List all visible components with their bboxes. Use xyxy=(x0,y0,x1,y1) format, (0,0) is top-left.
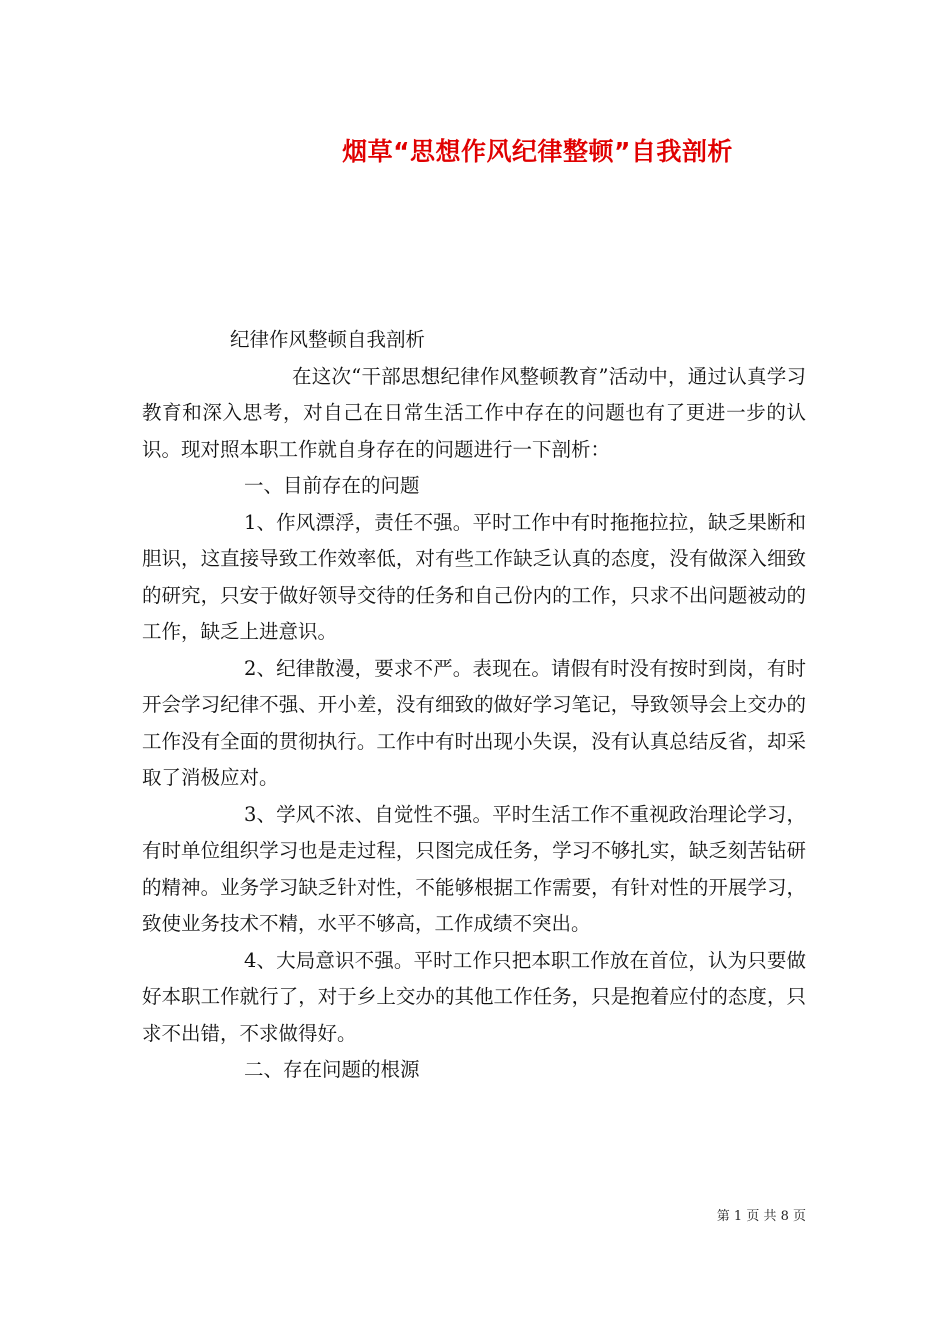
problem-item-4: 4、大局意识不强。平时工作只把本职工作放在首位，认为只要做好本职工作就行了，对于乡上交办的其他工作任务，只是抱着应付的态度，只求不出错，不求做得好。 xyxy=(142,948,806,1045)
section-heading-1: 一、目前存在的问题 xyxy=(244,474,420,497)
page-footer: 第 1 页 共 8 页 xyxy=(716,1209,806,1224)
document-body xyxy=(142,322,806,1089)
problem-item-3: 3、学风不浓、自觉性不强。平时生活工作不重视政治理论学习，有时单位组织学习也是走过程，只图完成任务，学习不够扎实，缺乏刻苦钻研的精神。业务学习缺乏针对性，不能够根据工作需要，有针对性的开展学习，致使业务技术不精，水平不够高，工作成绩不突出。 xyxy=(142,802,806,935)
problem-item-1: 1、作风漂浮，责任不强。平时工作中有时拖拖拉拉，缺乏果断和胆识，这直接导致工作效率低，对有些工作缺乏认真的态度，没有做深入细致的研究，只安于做好领导交待的任务和自己份内的工作，只求不出问题被动的工作，缺乏上进意识。 xyxy=(142,510,806,643)
document-title: 烟草“思想作风纪律整顿”自我剖析 xyxy=(342,137,733,166)
document-subtitle: 纪律作风整顿自我剖析 xyxy=(230,328,426,351)
problem-item-2: 2、纪律散漫，要求不严。表现在。请假有时没有按时到岗，有时开会学习纪律不强、开小差，没有细致的做好学习笔记，导致领导会上交办的工作没有全面的贯彻执行。工作中有时出现小失误，没有认真总结反省，却采取了消极应对。 xyxy=(142,656,806,789)
section-heading-2: 二、存在问题的根源 xyxy=(244,1058,420,1081)
intro-paragraph: 在这次“干部思想纪律作风整顿教育”活动中，通过认真学习教育和深入思考，对自己在日常生活工作中存在的问题也有了更进一步的认识。现对照本职工作就自身存在的问题进行一下剖析： xyxy=(142,364,806,461)
